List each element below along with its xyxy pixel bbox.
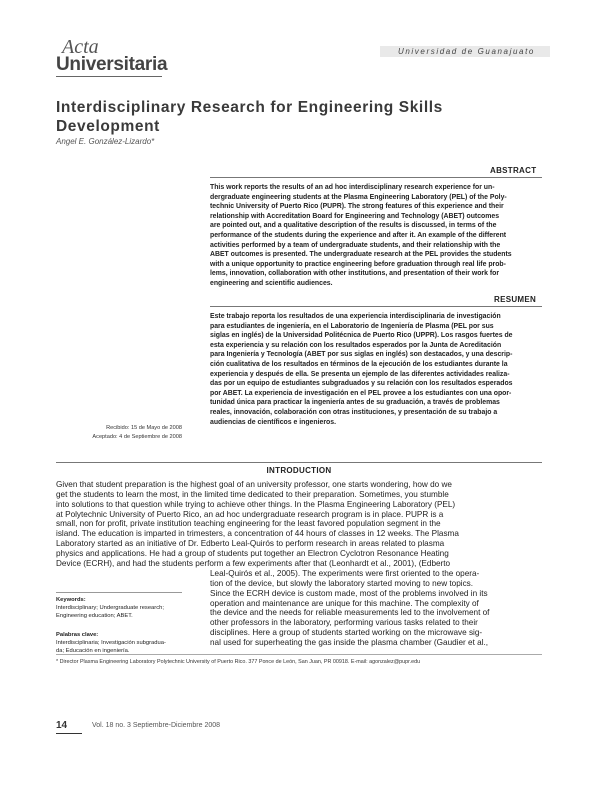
institution-name: Universidad de Guanajuato bbox=[398, 47, 535, 56]
article-title: Interdisciplinary Research for Engineering Skills Development bbox=[56, 99, 443, 135]
keywords-list bbox=[56, 605, 196, 621]
intro-line: island. The education is imparted in trimesters, a concentration of 44 hours of classes in 12 weeks. The Plasma bbox=[56, 529, 459, 539]
logo-rule bbox=[56, 76, 162, 77]
intro-column-text bbox=[210, 569, 542, 648]
abstract-line: activities performed by a team of undergraduate students, and their relationship with the bbox=[210, 241, 501, 249]
resumen-line: esta experiencia y su relación con los resultados esperados por la Junta de Acreditación bbox=[210, 341, 502, 349]
journal-volume-info: Vol. 18 no. 3 Septiembre-Diciembre 2008 bbox=[92, 722, 221, 729]
intro-line: into solutions to that question while trying to achieve other things. In the Plasma Engineering Laboratory (PEL) bbox=[56, 499, 456, 509]
abstract-heading: ABSTRACT bbox=[490, 166, 537, 175]
resumen-heading: RESUMEN bbox=[494, 295, 537, 304]
abstract-line: ABET outcomes is presented. The undergraduate research at the PEL provides the students bbox=[210, 251, 512, 259]
page-number: 14 bbox=[56, 720, 68, 731]
intro-line: physics and applications. He had a group of students put together an Electron Cyclotron Resonance Heating bbox=[56, 548, 449, 558]
intro-line: Laboratory started as an initiative of Dr. Edberto Leal-Quirós to perform research in areas related to plasma bbox=[56, 539, 445, 549]
logo-universitaria-text: Universitaria bbox=[56, 54, 168, 75]
article-author: Angel E. González-Lizardo* bbox=[56, 137, 155, 146]
resumen-body bbox=[210, 312, 542, 427]
palabra-clave-line: Interdisciplinaria; Investigación subgradua- bbox=[56, 640, 166, 646]
intro-line: Device (ECRH), and had the students perform a few experiments after that (Leonhardt et al., 2001), (Edberto bbox=[56, 558, 451, 568]
intro-line: other professors in the laboratory, performing various tasks related to their bbox=[210, 618, 478, 628]
resumen-line: das por un equipo de estudiantes subgraduados y su relación con los resultados esperados bbox=[210, 380, 513, 388]
page-number-rule bbox=[56, 733, 82, 734]
resumen-line: Este trabajo reporta los resultados de una experiencia interdisciplinaria de investigación bbox=[210, 313, 501, 320]
keyword-line: Interdisciplinary; Undergraduate research; bbox=[56, 605, 164, 611]
intro-full-width-text bbox=[56, 480, 542, 569]
keyword-line: Engineering education; ABET. bbox=[56, 612, 133, 619]
intro-line: nal used for superheating the gas inside the plasma chamber (Gaudier et al., bbox=[210, 637, 489, 647]
journal-logo bbox=[56, 36, 166, 80]
resumen-line: para estudiantes de ingeniería, en el Laboratorio de Ingeniería de Plasma (PEL por sus bbox=[210, 322, 494, 330]
introduction-heading: INTRODUCTION bbox=[266, 466, 332, 475]
abstract-line: technic University of Puerto Rico (PUPR). The strong features of this experience and their bbox=[210, 203, 504, 211]
abstract-line: This work reports the results of an ad hoc interdisciplinary research experience for un- bbox=[210, 184, 495, 191]
abstract-line: dergraduate engineering students at the Plasma Engineering Laboratory (PEL) of the Poly- bbox=[210, 193, 507, 201]
resumen-line: para Ingeniería y Tecnología (ABET por sus siglas en inglés) son destacados, y una descrip- bbox=[210, 351, 513, 359]
resumen-line: por ABET. La experiencia de investigación en el PEL provee a los estudiantes con una opor- bbox=[210, 389, 512, 397]
abstract-body bbox=[210, 183, 542, 289]
abstract-line: relationship with Accreditation Board for Engineering and Technology (ABET) outcomes bbox=[210, 212, 500, 220]
resumen-line: tunidad única para practicar la ingeniería antes de su graduación, a través de problemas bbox=[210, 399, 500, 407]
footnote-rule bbox=[56, 654, 542, 655]
abstract-rule bbox=[210, 177, 542, 178]
intro-line: at Polytechnic University of Puerto Rico, an ad hoc undergraduate research program is in place. PUPR is a bbox=[56, 509, 444, 519]
intro-line: Given that student preparation is the highest goal of an university professor, one starts wondering, how do we bbox=[56, 480, 452, 489]
palabras-clave-title: Palabras clave: bbox=[56, 632, 99, 638]
intro-line: tion of the device, but slowly the laboratory started moving to new topics. bbox=[210, 578, 474, 588]
resumen-line: ción cualitativa de los resultados en términos de la ejecución de los estudiantes durante la bbox=[210, 360, 508, 368]
intro-line: small, non for profit, private institution teaching engineering for the least favored population segment in the bbox=[56, 519, 441, 529]
resumen-line: experiencia y después de ella. Se presenta un ejemplo de las diferentes actividades realiza- bbox=[210, 370, 510, 378]
abstract-line: engineering and scientific audiences. bbox=[210, 279, 333, 287]
intro-line: the device and the needs for reliable measurements led to the involvement of bbox=[210, 608, 490, 618]
abstract-line: lems, innovation, collaboration with other institutions, and presentation of their work for bbox=[210, 270, 500, 278]
resumen-line: audiencias de científicos e ingenieros. bbox=[210, 418, 336, 426]
resumen-rule bbox=[210, 306, 542, 307]
logo-acta-text: Acta bbox=[62, 36, 99, 58]
intro-line: Since the ECRH device is custom made, most of the problems involved in its bbox=[210, 588, 488, 598]
keywords-rule bbox=[56, 592, 182, 593]
intro-line: Leal-Quirós et al., 2005). The experiments were first oriented to the opera- bbox=[210, 569, 480, 578]
palabra-clave-line: da; Educación en ingeniería. bbox=[56, 647, 130, 654]
intro-line: operation and maintenance are unique for this machine. The complexity of bbox=[210, 598, 479, 608]
intro-line: get the students to learn the most, in the limited time dedicated to their preparation. Sometimes, you stumble bbox=[56, 489, 449, 499]
abstract-line: with a unique opportunity to practice engineering before graduation through real life prob- bbox=[210, 260, 506, 268]
accepted-date: Aceptado: 4 de Septiembre de 2008 bbox=[92, 434, 182, 440]
author-footnote: * Director Plasma Engineering Laboratory Polytechnic University of Puerto Rico. 377 Ponce de León, San Juan, PR 00918. E-mail: agonzalez@pupr.edu bbox=[56, 659, 421, 665]
intro-line: disciplines. Here a group of students started working on the microwave sig- bbox=[210, 628, 483, 638]
institution-banner bbox=[380, 46, 550, 57]
abstract-line: performance of the students during the experience and after it. An example of the different bbox=[210, 231, 507, 239]
resumen-line: reales, innovación, colaboración con otras instituciones, y presentación de su trabajo a bbox=[210, 408, 498, 416]
abstract-line: are pointed out, and a qualitative description of the results is discussed, in terms of the bbox=[210, 222, 497, 230]
intro-rule bbox=[56, 462, 542, 463]
resumen-line: siglas en inglés) de la Universidad Politécnica de Puerto Rico (UPPR). Los rasgos fuertes de bbox=[210, 332, 513, 340]
received-date: Recibido: 15 de Mayo de 2008 bbox=[106, 425, 182, 431]
keywords-title: Keywords: bbox=[56, 597, 86, 603]
